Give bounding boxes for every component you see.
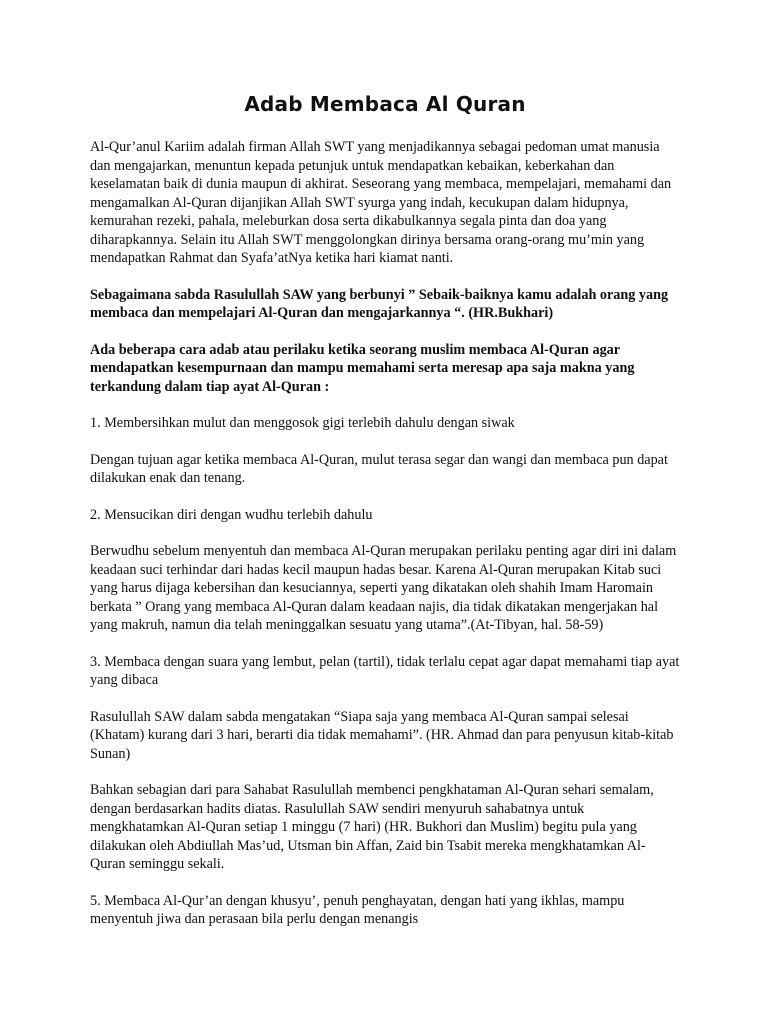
paragraph-5: Dengan tujuan agar ketika membaca Al-Quran, mulut terasa segar dan wangi dan membaca pun dapat dilakukan enak dan tenang. <box>90 451 668 486</box>
paragraph-2: Sebagaimana sabda Rasulullah SAW yang berbunyi ” Sebaik-baiknya kamu adalah orang yang membaca dan mempelajari Al-Quran dan mengajarkannya “. (HR.Bukhari) <box>90 286 669 321</box>
paragraph-6: 2. Mensucikan diri dengan wudhu terlebih dahulu <box>90 506 373 523</box>
paragraph-11: 5. Membaca Al-Qur’an dengan khusyu’, penuh penghayatan, dengan hati yang ikhlas, mampu menyentuh jiwa dan perasaan bila perlu dengan menangis <box>90 892 625 927</box>
paragraph-8: 3. Membaca dengan suara yang lembut, pelan (tartil), tidak terlalu cepat agar dapat memahami tiap ayat yang dibaca <box>90 653 680 688</box>
document-page <box>90 92 680 947</box>
paragraph-9: Rasulullah SAW dalam sabda mengatakan “Siapa saja yang membaca Al-Quran sampai selesai (Khatam) kurang dari 3 hari, berarti dia tidak memahami”. (HR. Ahmad dan para penyusun kitab-kitab Sunan) <box>90 708 674 762</box>
paragraph-1: Al-Qur’anul Kariim adalah firman Allah SWT yang menjadikannya sebagai pedoman umat manusia dan mengajarkan, menuntun kepada petunjuk untuk mendapatkan kebaikan, keberkahan dan keselamatan baik di dunia maupun di akhirat. Seseorang yang membaca, mempelajari, memahami dan mengamalkan Al-Quran dijanjikan Allah SWT syurga yang indah, kecukupan dalam hidupnya, kemurahan rezeki, pahala, meleburkan dosa serta dikabulkannya segala pinta dan doa yang diharapkannya. Selain itu Allah SWT menggolongkan dirinya bersama orang-orang mu’min yang mendapatkan Rahmat dan Syafa’atNya ketika hari kiamat nanti. <box>90 139 672 266</box>
paragraph-3: Ada beberapa cara adab atau perilaku ketika seorang muslim membaca Al-Quran agar mendapatkan kesempurnaan dan mampu memahami serta meresap apa saja makna yang terkandung dalam tiap ayat Al-Quran : <box>90 341 635 395</box>
paragraph-4: 1. Membersihkan mulut dan menggosok gigi terlebih dahulu dengan siwak <box>90 415 515 431</box>
page-title: Adab Membaca Al Quran <box>244 92 526 116</box>
paragraph-10: Bahkan sebagian dari para Sahabat Rasulullah membenci pengkhataman Al-Quran sehari semalam, dengan berdasarkan hadits diatas. Rasulullah SAW sendiri menyuruh sahabatnya untuk mengkhatamkan Al-Quran setiap 1 minggu (7 hari) (HR. Bukhori dan Muslim) begitu pula yang dilakukan oleh Abdiullah Mas’ud, Utsman bin Affan, Zaid bin Tsabit mereka mengkhatamkan Al-Quran seminggu sekali. <box>90 782 654 872</box>
document-body <box>90 138 680 929</box>
paragraph-7: Berwudhu sebelum menyentuh dan membaca Al-Quran merupakan perilaku penting agar diri ini dalam keadaan suci terhindar dari hadas kecil maupun hadas besar. Karena Al-Quran merupakan Kitab suci yang harus dijaga kebersihan dan kesuciannya, seperti yang dikatakan oleh shahih Imam Haromain berkata ” Orang yang membaca Al-Quran dalam keadaan najis, dia tidak dikatakan mengerjakan hal yang makruh, namun dia telah meninggalkan sesuatu yang utama”.(At-Tibyan, hal. 58-59) <box>90 543 677 633</box>
